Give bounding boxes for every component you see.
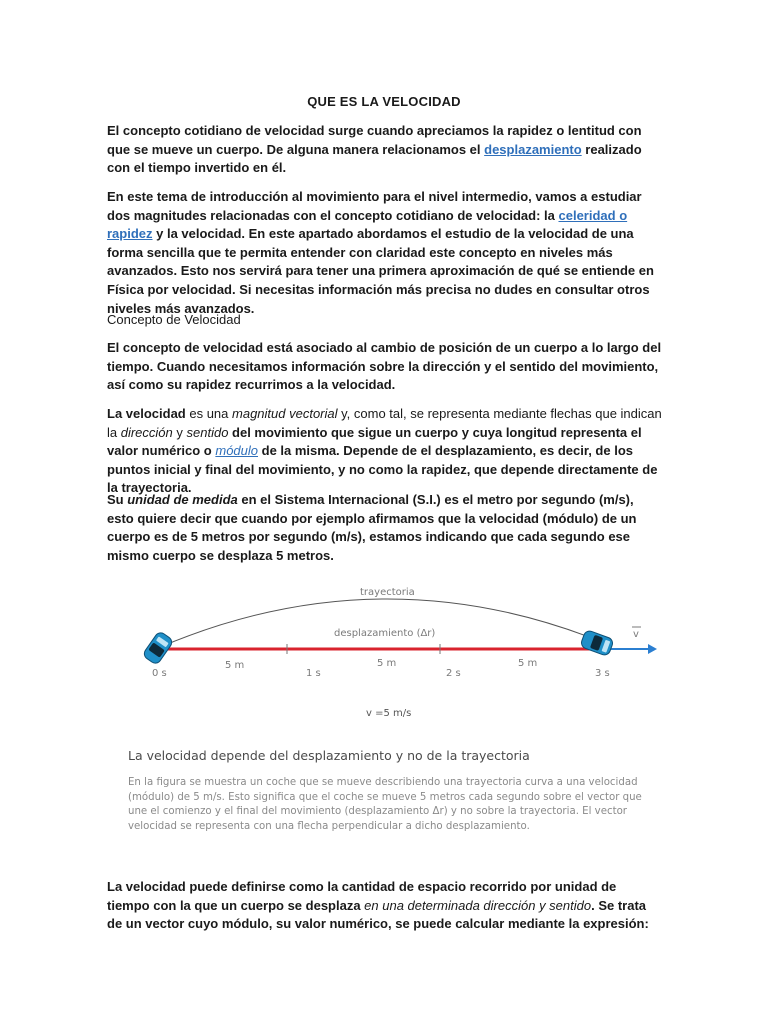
velocity-arrowhead	[648, 644, 657, 654]
velocity-label: v	[633, 629, 639, 640]
velocity-diagram	[130, 578, 670, 728]
topic-text-after: y la velocidad. En este apartado abordamos el estudio de la velocidad de una forma sencilla que te permita entender con claridad este concepto en niveles más avanzados. Esto nos servirá para tener una primera aproximación de qué se entiende en Física por velocidad. Si necesitas información más precisa no dudes en consultar otros niveles más avanzados.	[107, 226, 654, 316]
vector-text-f: y	[172, 424, 187, 440]
definition-text-b: puede definirse como la cantidad de espacio recorrido por unidad de tiempo con la que un cuerpo se desplaza	[107, 879, 617, 913]
definition-text-c: en una determinada dirección y sentido	[364, 897, 592, 913]
displacement-label: desplazamiento (Δr)	[334, 628, 436, 639]
vector-text-b: es una	[185, 406, 233, 421]
vector-text-a: La velocidad	[107, 406, 186, 421]
trajectory-label: trayectoria	[360, 587, 415, 598]
time-label-2: 2 s	[446, 668, 461, 679]
topic-text-before: En este tema de introducción al movimiento para el nivel intermedio, vamos a estudiar dos magnitudes relacionadas con el concepto cotidiano de velocidad: la	[107, 189, 642, 223]
vector-text-e: dirección	[120, 424, 173, 440]
intro-text-before: El concepto cotidiano de velocidad surge cuando apreciamos la rapidez o lentitud con que se mueve un cuerpo. De alguna manera relacionamos el	[107, 123, 642, 157]
link-desplazamiento[interactable]: desplazamiento	[484, 141, 582, 157]
vector-text-d: y, como tal, se representa mediante flechas que indican la	[107, 406, 662, 440]
page-title: QUE ES LA VELOCIDAD	[307, 94, 461, 109]
definition-text-a: La velocidad	[107, 879, 186, 894]
vector-text-h: del movimiento que sigue un cuerpo y cuya longitud representa el valor numérico o	[107, 424, 642, 459]
segment-label-1: 5 m	[225, 660, 245, 671]
paragraph-topic	[107, 188, 662, 318]
time-label-0: 0 s	[152, 668, 167, 679]
link-celeridad-rapidez[interactable]: celeridad o rapidez	[107, 207, 628, 242]
car-start-icon	[142, 631, 174, 666]
time-label-3: 3 s	[595, 668, 610, 679]
paragraph-definition	[107, 878, 662, 934]
link-modulo[interactable]: módulo	[215, 443, 259, 459]
paragraph-concept: El concepto de velocidad está asociado al cambio de posición de un cuerpo a lo largo del tiempo. Cuando necesitamos información sobre la dirección y el sentido del movimiento, así como su rapidez recurrimos a la velocidad.	[107, 340, 662, 393]
section-heading: Concepto de Velocidad	[107, 312, 241, 327]
unit-text-c: en el Sistema Internacional (S.I.) es el metro por segundo (m/s), esto quiere decir que cuando por ejemplo afirmamos que la velocidad (módulo) de un cuerpo es de 5 metros por segundo (m/s), estamos indicando que cada segundo ese mismo cuerpo se desplaza 5 metros.	[107, 492, 637, 563]
car-end-icon	[580, 629, 614, 656]
paragraph-intro	[107, 122, 662, 178]
segment-label-2: 5 m	[377, 658, 397, 669]
unit-text-b: unidad de medida	[127, 492, 238, 507]
velocity-figure	[130, 578, 670, 728]
segment-label-3: 5 m	[518, 658, 538, 669]
figure-caption-title: La velocidad depende del desplazamiento y no de la trayectoria	[128, 748, 530, 763]
unit-text-a: Su	[107, 492, 128, 507]
trajectory-curve	[158, 599, 602, 648]
speed-label: v =5 m/s	[366, 708, 412, 719]
vector-text-g: sentido	[186, 424, 229, 440]
vector-text-i: de la misma. Depende de el desplazamiento, es decir, de los puntos inicial y final del movimiento, y no como la rapidez, que depende directamente de la trayectoria.	[107, 443, 658, 496]
paragraph-unit	[107, 491, 662, 565]
time-label-1: 1 s	[306, 668, 321, 679]
vector-text-c: magnitud vectorial	[232, 406, 338, 421]
figure-caption-body: En la figura se muestra un coche que se mueve describiendo una trayectoria curva a una velocidad (módulo) de 5 m/s. Esto significa que el coche se mueve 5 metros cada segundo sobre el vector que une el comienzo y el final del movimiento (desplazamiento Δr) y no sobre la trayectoria. El vector velocidad se representa con una flecha perpendicular a dicho desplazamiento.	[128, 777, 642, 832]
paragraph-vector	[107, 405, 662, 498]
intro-text-after: realizado con el tiempo invertido en él.	[107, 141, 642, 176]
definition-text-d: . Se trata de un vector cuyo módulo, su valor numérico, se puede calcular mediante la expresión:	[107, 897, 649, 932]
